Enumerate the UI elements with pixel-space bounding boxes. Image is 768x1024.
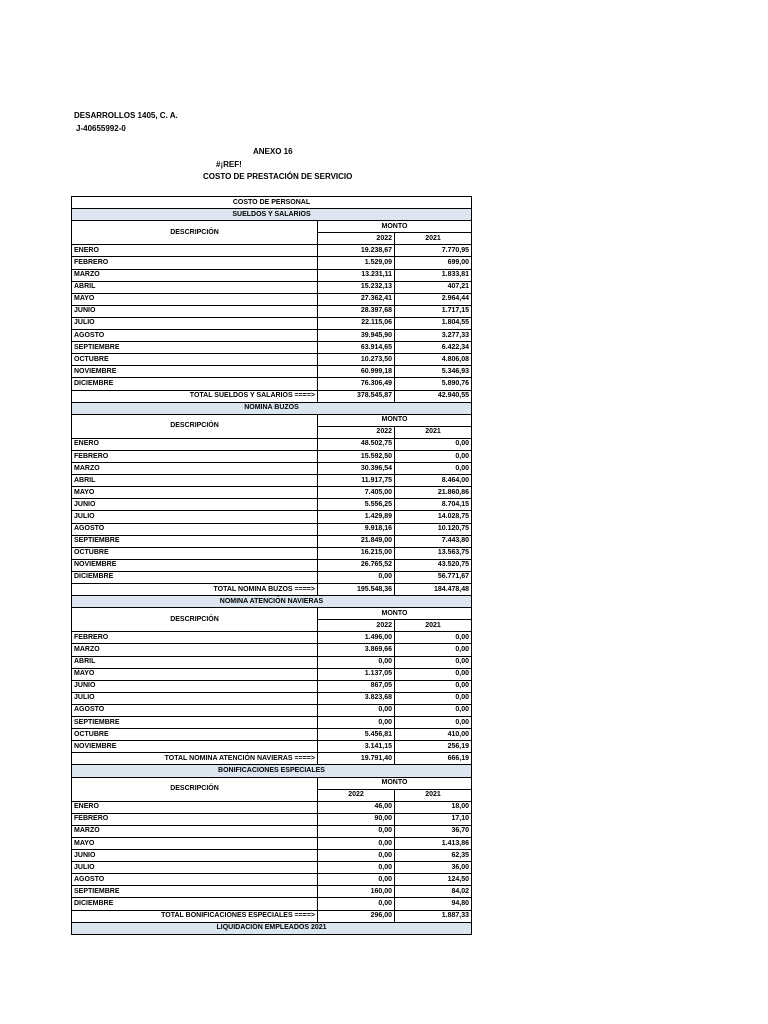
amount-2022-cell: 0,00 (318, 862, 395, 874)
amount-2022-cell: 0,00 (318, 717, 395, 729)
amount-2021-cell: 1.804,55 (395, 317, 472, 329)
month-cell: AGOSTO (72, 523, 318, 535)
table-row (72, 801, 472, 813)
month-cell: OCTUBRE (72, 354, 318, 366)
month-cell: FEBRERO (72, 632, 318, 644)
amount-2021-cell: 0,00 (395, 692, 472, 704)
amount-2021-cell: 14.028,75 (395, 511, 472, 523)
table-title-row (72, 197, 472, 209)
table-row (72, 692, 472, 704)
table-row (72, 354, 472, 366)
year-2022-header: 2022 (318, 426, 395, 438)
amount-2021-cell: 0,00 (395, 450, 472, 462)
amount-2022-cell: 16.215,00 (318, 547, 395, 559)
amount-2022-cell: 3.823,68 (318, 692, 395, 704)
annex-title: ANEXO 16 (253, 147, 293, 156)
amount-2021-cell: 0,00 (395, 644, 472, 656)
amount-2021-cell: 10.120,75 (395, 523, 472, 535)
table-row (72, 850, 472, 862)
amount-2021-cell: 0,00 (395, 704, 472, 716)
month-cell: MAYO (72, 668, 318, 680)
table-row (72, 668, 472, 680)
amount-2021-cell: 84,02 (395, 886, 472, 898)
month-cell: SEPTIEMBRE (72, 342, 318, 354)
table-row (72, 475, 472, 487)
year-2021-header: 2021 (395, 233, 472, 245)
table-row (72, 317, 472, 329)
table-row (72, 874, 472, 886)
year-2022-header: 2022 (318, 233, 395, 245)
year-2021-header: 2021 (395, 426, 472, 438)
table-row (72, 717, 472, 729)
table-row (72, 535, 472, 547)
total-2021-cell: 184.478,48 (395, 584, 472, 596)
table-row (72, 729, 472, 741)
month-cell: ABRIL (72, 656, 318, 668)
table-row (72, 886, 472, 898)
amount-2022-cell: 15.232,13 (318, 281, 395, 293)
table-row (72, 547, 472, 559)
month-cell: DICIEMBRE (72, 898, 318, 910)
total-2021-cell: 42.940,55 (395, 390, 472, 402)
amount-2021-cell: 1.833,81 (395, 269, 472, 281)
total-label: TOTAL NOMINA BUZOS ====> (72, 584, 318, 596)
amount-2022-cell: 46,00 (318, 801, 395, 813)
amount-2021-cell: 407,21 (395, 281, 472, 293)
table-title: COSTO DE PERSONAL (72, 197, 472, 209)
amount-2021-cell: 0,00 (395, 717, 472, 729)
table-row (72, 862, 472, 874)
month-cell: MARZO (72, 269, 318, 281)
table-row (72, 378, 472, 390)
amount-2022-cell: 160,00 (318, 886, 395, 898)
month-cell: MAYO (72, 837, 318, 849)
monto-header: MONTO (318, 414, 472, 426)
section-band-row (72, 765, 472, 777)
total-2022-cell: 195.548,36 (318, 584, 395, 596)
table-row (72, 656, 472, 668)
month-cell: NOVIEMBRE (72, 559, 318, 571)
amount-2021-cell: 2.964,44 (395, 293, 472, 305)
description-header: DESCRIPCIÓN (72, 608, 318, 632)
amount-2021-cell: 5.890,76 (395, 378, 472, 390)
amount-2021-cell: 410,00 (395, 729, 472, 741)
table-row (72, 559, 472, 571)
amount-2022-cell: 60.999,18 (318, 366, 395, 378)
amount-2021-cell: 0,00 (395, 668, 472, 680)
amount-2022-cell: 76.306,49 (318, 378, 395, 390)
section-band: BONIFICACIONES ESPECIALES (72, 765, 472, 777)
amount-2022-cell: 9.918,16 (318, 523, 395, 535)
table-row (72, 741, 472, 753)
amount-2021-cell: 21.860,86 (395, 487, 472, 499)
table-row (72, 269, 472, 281)
month-cell: DICIEMBRE (72, 571, 318, 583)
amount-2022-cell: 1.429,89 (318, 511, 395, 523)
month-cell: JULIO (72, 692, 318, 704)
month-cell: DICIEMBRE (72, 378, 318, 390)
column-header-row (72, 221, 472, 233)
table-row (72, 825, 472, 837)
month-cell: SEPTIEMBRE (72, 717, 318, 729)
year-2021-header: 2021 (395, 620, 472, 632)
year-2022-header: 2022 (318, 789, 395, 801)
month-cell: OCTUBRE (72, 547, 318, 559)
amount-2021-cell: 17,10 (395, 813, 472, 825)
total-2021-cell: 1.887,33 (395, 910, 472, 922)
section-band: NOMINA BUZOS (72, 402, 472, 414)
month-cell: MARZO (72, 463, 318, 475)
total-2021-cell: 666,19 (395, 753, 472, 765)
amount-2022-cell: 48.502,75 (318, 438, 395, 450)
month-cell: NOVIEMBRE (72, 741, 318, 753)
amount-2022-cell: 90,00 (318, 813, 395, 825)
amount-2022-cell: 7.405,00 (318, 487, 395, 499)
table-row (72, 571, 472, 583)
table-row (72, 257, 472, 269)
month-cell: ENERO (72, 245, 318, 257)
month-cell: MAYO (72, 487, 318, 499)
month-cell: JUNIO (72, 850, 318, 862)
section-band-row (72, 209, 472, 221)
amount-2021-cell: 0,00 (395, 463, 472, 475)
monto-header: MONTO (318, 608, 472, 620)
table-row (72, 523, 472, 535)
company-name: DESARROLLOS 1405, C. A. (74, 111, 178, 120)
table-row (72, 632, 472, 644)
amount-2021-cell: 5.346,93 (395, 366, 472, 378)
month-cell: JUNIO (72, 305, 318, 317)
table-row (72, 487, 472, 499)
amount-2021-cell: 3.277,33 (395, 330, 472, 342)
month-cell: NOVIEMBRE (72, 366, 318, 378)
amount-2022-cell: 0,00 (318, 898, 395, 910)
amount-2021-cell: 43.520,75 (395, 559, 472, 571)
amount-2021-cell: 7.770,95 (395, 245, 472, 257)
total-row (72, 910, 472, 922)
amount-2021-cell: 6.422,34 (395, 342, 472, 354)
amount-2021-cell: 0,00 (395, 438, 472, 450)
amount-2021-cell: 124,50 (395, 874, 472, 886)
section-band-row (72, 596, 472, 608)
amount-2022-cell: 1.137,05 (318, 668, 395, 680)
amount-2021-cell: 0,00 (395, 656, 472, 668)
amount-2021-cell: 7.443,80 (395, 535, 472, 547)
column-header-row (72, 608, 472, 620)
table-row (72, 342, 472, 354)
amount-2022-cell: 5.456,81 (318, 729, 395, 741)
total-label: TOTAL BONIFICACIONES ESPECIALES ====> (72, 910, 318, 922)
column-header-row (72, 414, 472, 426)
month-cell: AGOSTO (72, 704, 318, 716)
month-cell: ENERO (72, 438, 318, 450)
amount-2021-cell: 13.563,75 (395, 547, 472, 559)
amount-2022-cell: 0,00 (318, 571, 395, 583)
month-cell: AGOSTO (72, 874, 318, 886)
section-band: NOMINA ATENCIÓN NAVIERAS (72, 596, 472, 608)
amount-2022-cell: 39.945,90 (318, 330, 395, 342)
column-header-row (72, 777, 472, 789)
footer-band-row (72, 922, 472, 934)
company-rif: J-40655992-0 (76, 124, 126, 133)
amount-2022-cell: 10.273,50 (318, 354, 395, 366)
amount-2022-cell: 1.496,00 (318, 632, 395, 644)
description-header: DESCRIPCIÓN (72, 414, 318, 438)
total-label: TOTAL NOMINA ATENCIÓN NAVIERAS ====> (72, 753, 318, 765)
table-row (72, 499, 472, 511)
table-row (72, 330, 472, 342)
month-cell: FEBRERO (72, 813, 318, 825)
monto-header: MONTO (318, 221, 472, 233)
amount-2022-cell: 0,00 (318, 704, 395, 716)
amount-2022-cell: 21.849,00 (318, 535, 395, 547)
amount-2022-cell: 30.396,54 (318, 463, 395, 475)
table-row (72, 704, 472, 716)
total-2022-cell: 19.791,40 (318, 753, 395, 765)
amount-2022-cell: 22.115,06 (318, 317, 395, 329)
total-row (72, 753, 472, 765)
table-row (72, 680, 472, 692)
month-cell: FEBRERO (72, 450, 318, 462)
month-cell: SEPTIEMBRE (72, 535, 318, 547)
amount-2021-cell: 699,00 (395, 257, 472, 269)
amount-2021-cell: 1.717,15 (395, 305, 472, 317)
report-title: COSTO DE PRESTACIÓN DE SERVICIO (203, 172, 353, 181)
amount-2021-cell: 56.771,67 (395, 571, 472, 583)
amount-2022-cell: 0,00 (318, 850, 395, 862)
amount-2021-cell: 62,35 (395, 850, 472, 862)
amount-2022-cell: 27.362,41 (318, 293, 395, 305)
amount-2021-cell: 94,80 (395, 898, 472, 910)
cost-table (71, 196, 472, 935)
year-2021-header: 2021 (395, 789, 472, 801)
description-header: DESCRIPCIÓN (72, 221, 318, 245)
month-cell: ABRIL (72, 281, 318, 293)
amount-2021-cell: 0,00 (395, 680, 472, 692)
table-row (72, 463, 472, 475)
section-band-row (72, 402, 472, 414)
month-cell: JUNIO (72, 499, 318, 511)
month-cell: MARZO (72, 644, 318, 656)
total-2022-cell: 296,00 (318, 910, 395, 922)
amount-2022-cell: 26.765,52 (318, 559, 395, 571)
table-row (72, 511, 472, 523)
amount-2022-cell: 11.917,75 (318, 475, 395, 487)
month-cell: AGOSTO (72, 330, 318, 342)
amount-2022-cell: 3.869,66 (318, 644, 395, 656)
year-2022-header: 2022 (318, 620, 395, 632)
amount-2021-cell: 18,00 (395, 801, 472, 813)
amount-2022-cell: 19.238,67 (318, 245, 395, 257)
amount-2022-cell: 15.592,50 (318, 450, 395, 462)
footer-band: LIQUIDACIÓN EMPLEADOS 2021 (72, 922, 472, 934)
total-row (72, 584, 472, 596)
amount-2021-cell: 36,00 (395, 862, 472, 874)
amount-2022-cell: 13.231,11 (318, 269, 395, 281)
amount-2022-cell: 28.397,68 (318, 305, 395, 317)
amount-2021-cell: 0,00 (395, 632, 472, 644)
amount-2022-cell: 5.556,25 (318, 499, 395, 511)
ref-error-text: #¡REF! (216, 160, 242, 169)
table-row (72, 245, 472, 257)
table-row (72, 366, 472, 378)
table-row (72, 293, 472, 305)
month-cell: MAYO (72, 293, 318, 305)
month-cell: OCTUBRE (72, 729, 318, 741)
section-band: SUELDOS Y SALARIOS (72, 209, 472, 221)
table-row (72, 438, 472, 450)
amount-2021-cell: 36,70 (395, 825, 472, 837)
month-cell: MARZO (72, 825, 318, 837)
amount-2021-cell: 256,19 (395, 741, 472, 753)
table-row (72, 281, 472, 293)
month-cell: JULIO (72, 511, 318, 523)
amount-2021-cell: 8.464,00 (395, 475, 472, 487)
month-cell: SEPTIEMBRE (72, 886, 318, 898)
month-cell: JULIO (72, 862, 318, 874)
table-row (72, 305, 472, 317)
month-cell: ENERO (72, 801, 318, 813)
total-label: TOTAL SUELDOS Y SALARIOS ====> (72, 390, 318, 402)
month-cell: JULIO (72, 317, 318, 329)
month-cell: FEBRERO (72, 257, 318, 269)
total-2022-cell: 378.545,87 (318, 390, 395, 402)
amount-2022-cell: 0,00 (318, 656, 395, 668)
month-cell: ABRIL (72, 475, 318, 487)
amount-2021-cell: 4.806,08 (395, 354, 472, 366)
table-row (72, 837, 472, 849)
amount-2022-cell: 63.914,65 (318, 342, 395, 354)
table-row (72, 450, 472, 462)
amount-2021-cell: 8.704,15 (395, 499, 472, 511)
amount-2022-cell: 0,00 (318, 825, 395, 837)
month-cell: JUNIO (72, 680, 318, 692)
table-row (72, 898, 472, 910)
table-row (72, 813, 472, 825)
description-header: DESCRIPCIÓN (72, 777, 318, 801)
monto-header: MONTO (318, 777, 472, 789)
amount-2022-cell: 3.141,15 (318, 741, 395, 753)
amount-2022-cell: 1.529,09 (318, 257, 395, 269)
amount-2022-cell: 867,05 (318, 680, 395, 692)
amount-2022-cell: 0,00 (318, 837, 395, 849)
total-row (72, 390, 472, 402)
amount-2022-cell: 0,00 (318, 874, 395, 886)
table-row (72, 644, 472, 656)
amount-2021-cell: 1.413,86 (395, 837, 472, 849)
